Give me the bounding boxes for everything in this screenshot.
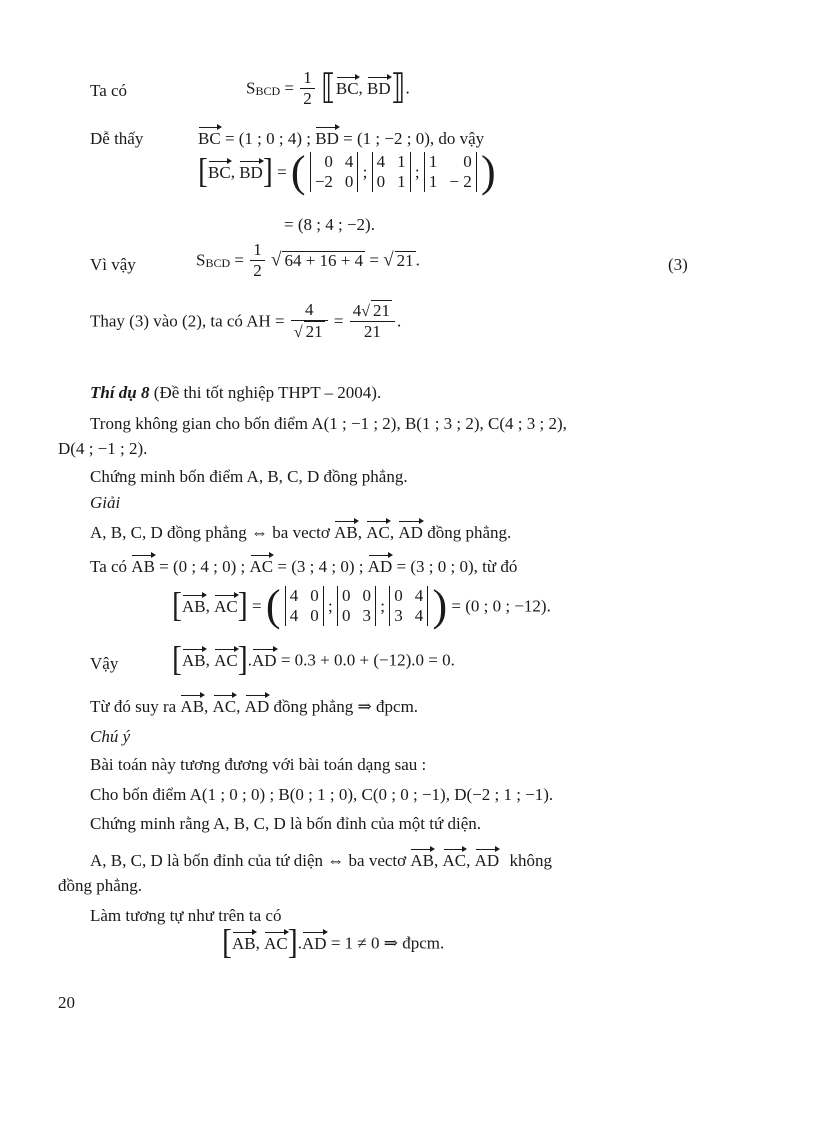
formula-cross-ab-ac: [AB, AC] = ( 4 0 4 0 ; 0 0 0 3 ; 0 4 3 4 ) = (0 ; 0 ; −12).: [172, 581, 551, 630]
note-line-4b: đồng phẳng.: [58, 876, 143, 895]
problem-statement: Chứng minh bốn điểm A, B, C, D đồng phẳng.: [90, 467, 408, 486]
note-line-2: Cho bốn điểm A(1 ; 0 ; 0) ; B(0 ; 1 ; 0), C(0 ; 0 ; −1), D(−2 ; 1 ; −1).: [90, 785, 554, 804]
formula-s-bcd: $S_{BCD}$ = $\frac{1}{2}$ ⟦BC, BD⟧.: [246, 68, 410, 108]
formula-bc-bd: BC = (1 ; 0 ; 4) ; BD = (1 ; −2 ; 0), do vậy: [198, 129, 485, 148]
formula-triple-product: [AB, AC].AD = 0.3 + 0.0 + (−12).0 = 0.: [172, 640, 455, 679]
text-vi-vay: Vì vậy: [90, 255, 136, 274]
text-ta-co: Ta có: [90, 81, 128, 100]
formula-ah: Thay (3) vào (2), ta có AH = $\frac{4}{√ 21}$ = $\frac{4√ 21}{21}$ .: [90, 300, 402, 342]
formula-cross-bc-bd: [BC, BD] = ( 0 4 −2 0 ; 4 1 0 1 ; 1 0 1 − 2 ): [198, 147, 496, 196]
formula-s-bcd-value: $S_{BCD}$ = $\frac{1}{2}$ √ 64 + 16 + 4 = √ 21 .: [196, 240, 420, 280]
formula-result-8-4-2: = (8 ; 4 ; −2).: [284, 215, 375, 234]
note-line-3: Chứng minh rằng A, B, C, D là bốn đỉnh của một tứ diện.: [90, 814, 481, 833]
formula-triple-product-2: [AB, AC].AD = 1 ≠ 0 ⇒ đpcm.: [222, 923, 445, 962]
solution-conclusion: Từ đó suy ra AB, AC, AD đồng phẳng ⇒ đpcm.: [90, 697, 419, 716]
page-number: 20: [58, 993, 75, 1012]
problem-line-1: Trong không gian cho bốn điểm A(1 ; −1 ; 2), B(1 ; 3 ; 2), C(4 ; 3 ; 2),: [90, 414, 567, 433]
note-line-5: Làm tương tự như trên ta có: [90, 906, 282, 925]
solution-heading: Giải: [90, 493, 121, 512]
note-line-1: Bài toán này tương đương với bài toán dạng sau :: [90, 755, 427, 774]
equation-tag-3: (3): [668, 255, 688, 274]
text-vay: Vậy: [90, 654, 119, 673]
example-heading: Thí dụ 8 (Đề thi tốt nghiệp THPT – 2004).: [90, 383, 382, 402]
solution-line-2: Ta có AB = (0 ; 4 ; 0) ; AC = (3 ; 4 ; 0) ; AD = (3 ; 0 ; 0), từ đó: [90, 557, 518, 576]
note-heading: Chú ý: [90, 727, 131, 746]
text-de-thay: Dễ thấy: [90, 129, 144, 148]
note-line-4: A, B, C, D là bốn đỉnh của tứ diện ⇔ ba vectơ AB, AC, AD không: [90, 851, 552, 870]
solution-line-1: A, B, C, D đồng phẳng ⇔ ba vectơ AB, AC, AD đồng phẳng.: [90, 523, 512, 542]
problem-line-2: D(4 ; −1 ; 2).: [58, 439, 148, 458]
